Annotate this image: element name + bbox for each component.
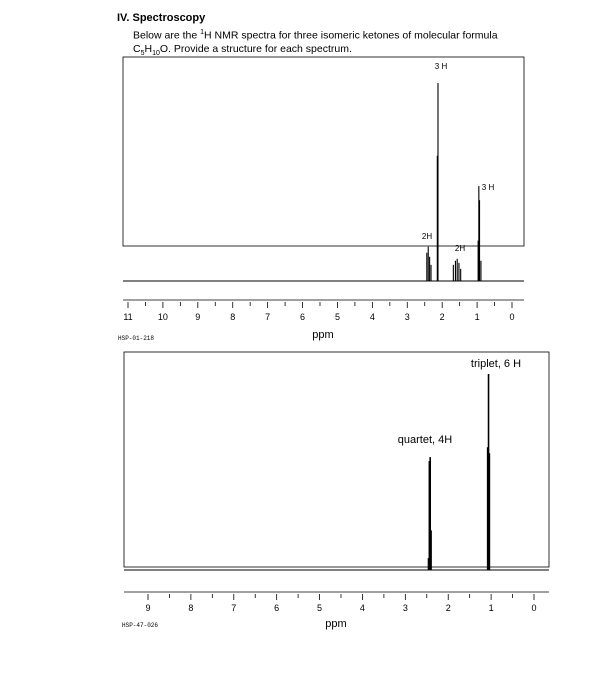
tick-label: 3 (404, 312, 410, 322)
formula-rest: O. Provide a structure for each spectrum. (159, 42, 352, 55)
tick-label: 4 (369, 312, 375, 322)
tick-label: 9 (145, 603, 151, 613)
tick-label: 7 (265, 312, 271, 322)
intro-part-1: Below are the (133, 29, 201, 42)
tick-label: 8 (188, 603, 194, 613)
tick-label: 9 (195, 312, 201, 322)
tick-label: 0 (509, 312, 515, 322)
tick-label: 6 (274, 603, 280, 613)
plot-frame (124, 352, 549, 567)
tick-label: 4 (359, 603, 365, 613)
peak-label: 3 H (481, 183, 495, 192)
formula-h: H (144, 42, 153, 55)
nmr-spectrum-2 (122, 352, 549, 630)
tick-label: 0 (531, 603, 537, 613)
formula-c-sub: 5 (140, 49, 145, 57)
tick-label: 2 (439, 312, 445, 322)
tick-label: 6 (300, 312, 306, 322)
tick-label: 11 (123, 312, 133, 322)
tick-label: 1 (488, 603, 494, 613)
formula-c: C (133, 42, 141, 55)
intro-part-2: H NMR spectra for three isomeric ketones of molecular formula (204, 29, 498, 42)
tick-label: 10 (157, 312, 168, 322)
nmr-spectrum-1 (118, 57, 524, 342)
peak-label: 3 H (434, 62, 448, 71)
peak-label: triplet, 6 H (470, 358, 522, 370)
tick-label: 3 (402, 603, 408, 613)
peak-label: quartet, 4H (397, 434, 453, 446)
tick-label: 2 (445, 603, 451, 613)
axis-title: ppm (325, 618, 347, 630)
tick-label: 8 (230, 312, 236, 322)
peak-label: 2H (454, 244, 466, 253)
tick-label: 7 (231, 603, 237, 613)
tick-label: 5 (334, 312, 340, 322)
axis-title: ppm (312, 329, 334, 341)
superscript-1: 1 (200, 29, 205, 36)
spectrum-code: HSP-47-026 (122, 622, 159, 629)
tick-label: 5 (317, 603, 323, 613)
peak-label: 2H (421, 232, 433, 241)
section-heading: IV. Spectroscopy (117, 12, 206, 24)
tick-label: 1 (474, 312, 480, 322)
spectrum-code: HSP-01-218 (118, 335, 155, 342)
formula-h-sub: 10 (152, 49, 160, 57)
plot-frame (123, 57, 524, 246)
